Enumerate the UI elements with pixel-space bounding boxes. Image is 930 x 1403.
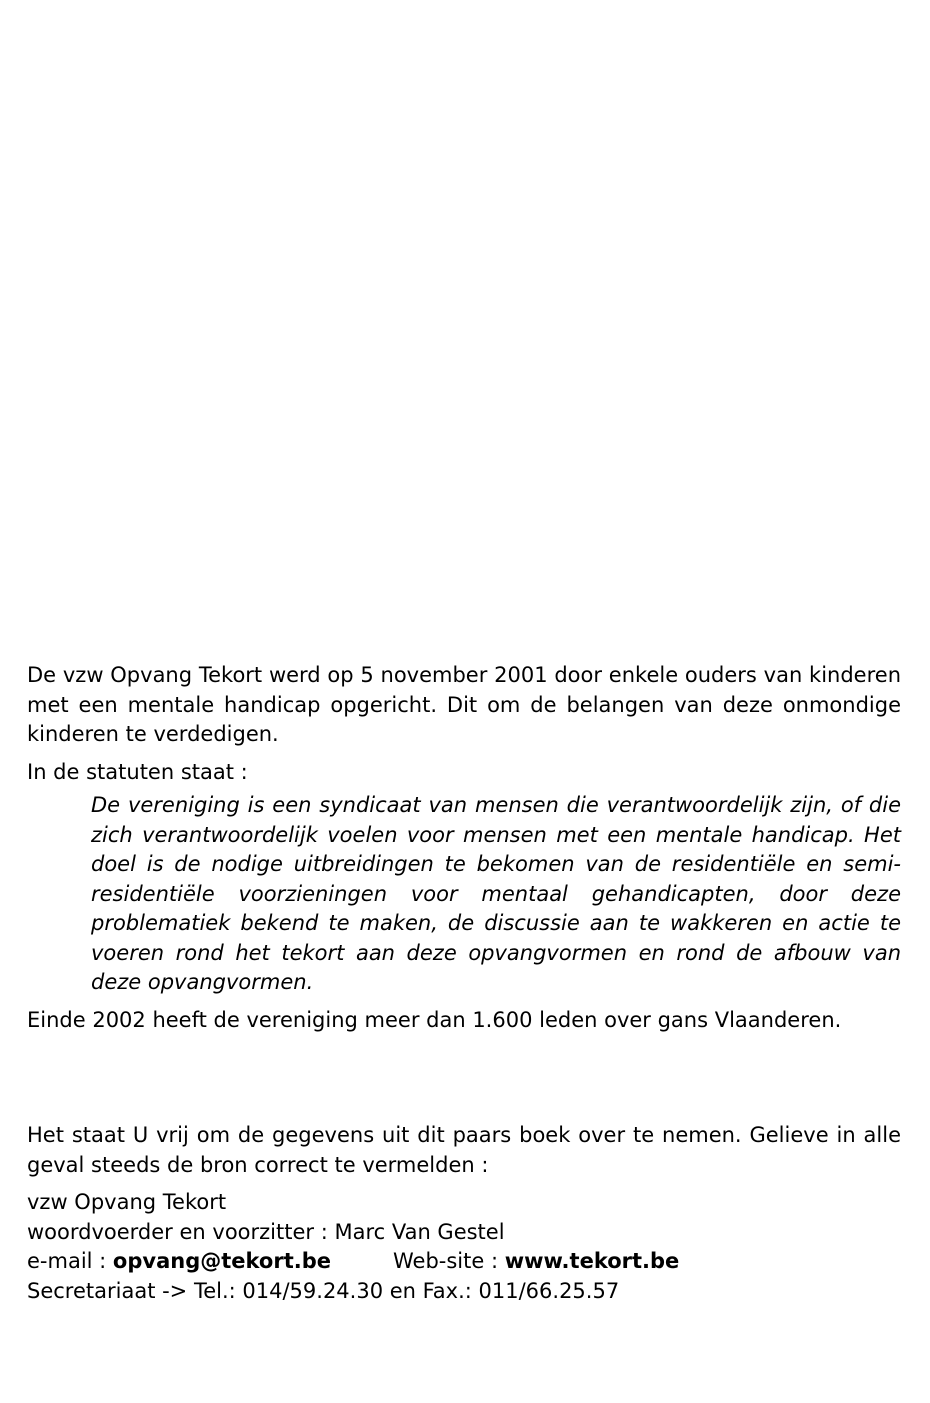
- email-label: e-mail :: [27, 1249, 113, 1273]
- free-use-paragraph: Het staat U vrij om de gegevens uit dit paars boek over te nemen. Gelieve in alle geval steeds de bron correct te vermelden :: [27, 1123, 901, 1177]
- email-address: opvang@tekort.be: [112, 1249, 331, 1273]
- email-website-line: [27, 1247, 901, 1277]
- statutes-quote: De vereniging is een syndicaat van mensen die verantwoordelijk zijn, of die zich verantwoordelijk voelen voor mensen met een mentale handicap. Het doel is de nodige uitbreidingen te bekomen van de residentiële en semi-residentiële voorzieningen voor mentaal gehandicapten, door deze problematiek bekend te maken, de discussie aan te wakkeren en actie te voeren rond het tekort aan deze opvangvormen en rond de afbouw van deze opvangvormen.: [91, 793, 901, 994]
- organization-name: vzw Opvang Tekort: [27, 1190, 227, 1214]
- members-paragraph: Einde 2002 heeft de vereniging meer dan 1.600 leden over gans Vlaanderen.: [27, 1007, 842, 1032]
- website-label: Web-site :: [392, 1249, 505, 1273]
- spokesperson-line: woordvoerder en voorzitter : Marc Van Gestel: [27, 1219, 505, 1244]
- intro-paragraph: De vzw Opvang Tekort werd op 5 november 2001 door enkele ouders van kinderen met een mentale handicap opgericht. Dit om de belangen van deze onmondige kinderen te verdedigen.: [27, 663, 901, 746]
- secretariat-line: Secretariaat -> Tel.: 014/59.24.30 en Fax.: 011/66.25.57: [27, 1278, 620, 1303]
- website-address: www.tekort.be: [504, 1249, 680, 1273]
- statuten-label: In de statuten staat :: [27, 759, 248, 784]
- document-body: [27, 661, 901, 1306]
- contact-block: [27, 1188, 901, 1306]
